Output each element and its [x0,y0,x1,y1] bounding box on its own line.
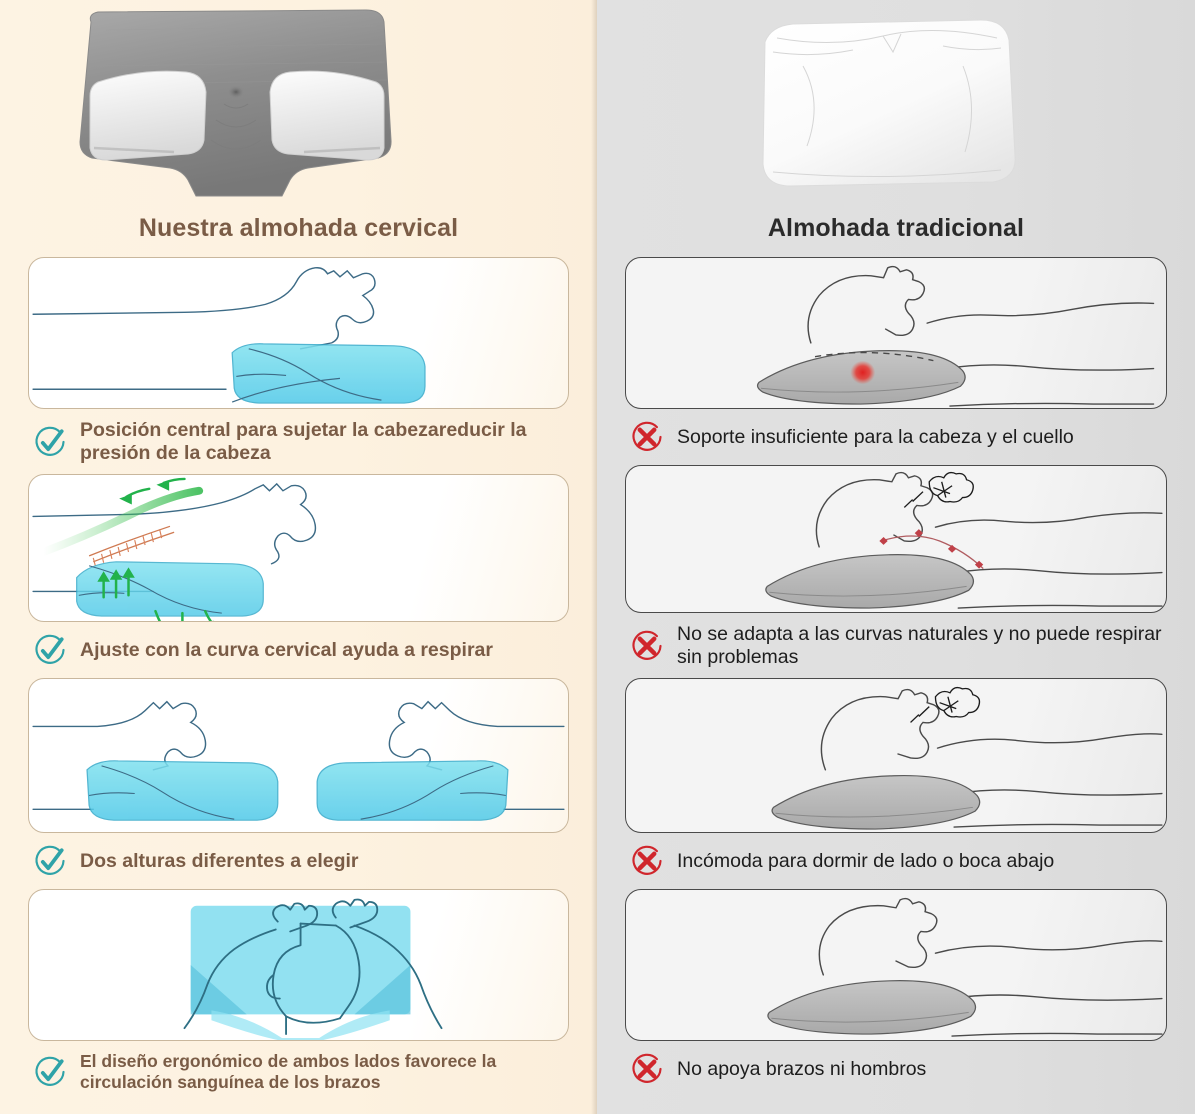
heading-traditional-pillow: Almohada tradicional [767,214,1025,242]
feature-label: Posición central para sujetar la cabezareducir la presión de la cabeza [80,419,527,464]
feature-arm-circulation [28,1041,569,1102]
illustration-back-sleeper-cervical [28,257,569,409]
check-circle-icon [32,424,68,460]
x-circle-icon [629,843,665,879]
heading-cervical-pillow: Nuestra almohada cervical [138,214,459,242]
illustration-two-heights [28,678,569,833]
illustration-arm-circulation [28,889,569,1041]
column-traditional-pillow [597,0,1195,1114]
feature-insufficient-support [625,409,1167,465]
illustration-no-arm-support [625,889,1167,1041]
illustration-no-curve-adaptation [625,465,1167,613]
feature-no-arm-support [625,1041,1167,1097]
cervical-pillow-image [46,0,426,200]
feature-label: Dos alturas diferentes a elegir [80,849,359,872]
feature-label: Ajuste con la curva cervical ayuda a respirar [80,638,493,661]
column-cervical-pillow [0,0,597,1114]
arm-circulation-svg [29,890,568,1040]
no-arm-support-svg [626,890,1166,1040]
illustration-insufficient-support [625,257,1167,409]
feature-label: El diseño ergonómico de ambos lados favorece la circulación sanguínea de los brazos [80,1051,497,1092]
illustration-uncomfortable-side [625,678,1167,833]
feature-center-support [28,409,569,474]
feature-no-curve-adaptation [625,613,1167,678]
hero-traditional-pillow-photo [625,0,1167,210]
insufficient-support-svg [626,258,1166,408]
two-heights-svg [29,679,568,832]
feature-label: Incómoda para dormir de lado o boca abajo [677,849,1055,872]
feature-cervical-curve [28,622,569,678]
check-circle-icon [32,1054,68,1090]
x-circle-icon [629,628,665,664]
check-circle-icon [32,843,68,879]
feature-uncomfortable-side [625,833,1167,889]
feature-label: No apoya brazos ni hombros [677,1057,927,1080]
feature-two-heights [28,833,569,889]
no-curve-adaptation-svg [626,466,1166,612]
x-circle-icon [629,419,665,455]
back-sleeper-cervical-svg [29,258,568,408]
airflow-spine-svg [29,475,568,621]
traditional-pillow-image [743,6,1033,196]
hero-cervical-pillow-photo [28,0,569,210]
x-circle-icon [629,1051,665,1087]
uncomfortable-side-svg [626,679,1166,832]
check-circle-icon [32,632,68,668]
feature-label: No se adapta a las curvas naturales y no puede respirar sin problemas [677,623,1162,668]
feature-label: Soporte insuficiente para la cabeza y el cuello [677,425,1074,448]
illustration-airflow-spine [28,474,569,622]
